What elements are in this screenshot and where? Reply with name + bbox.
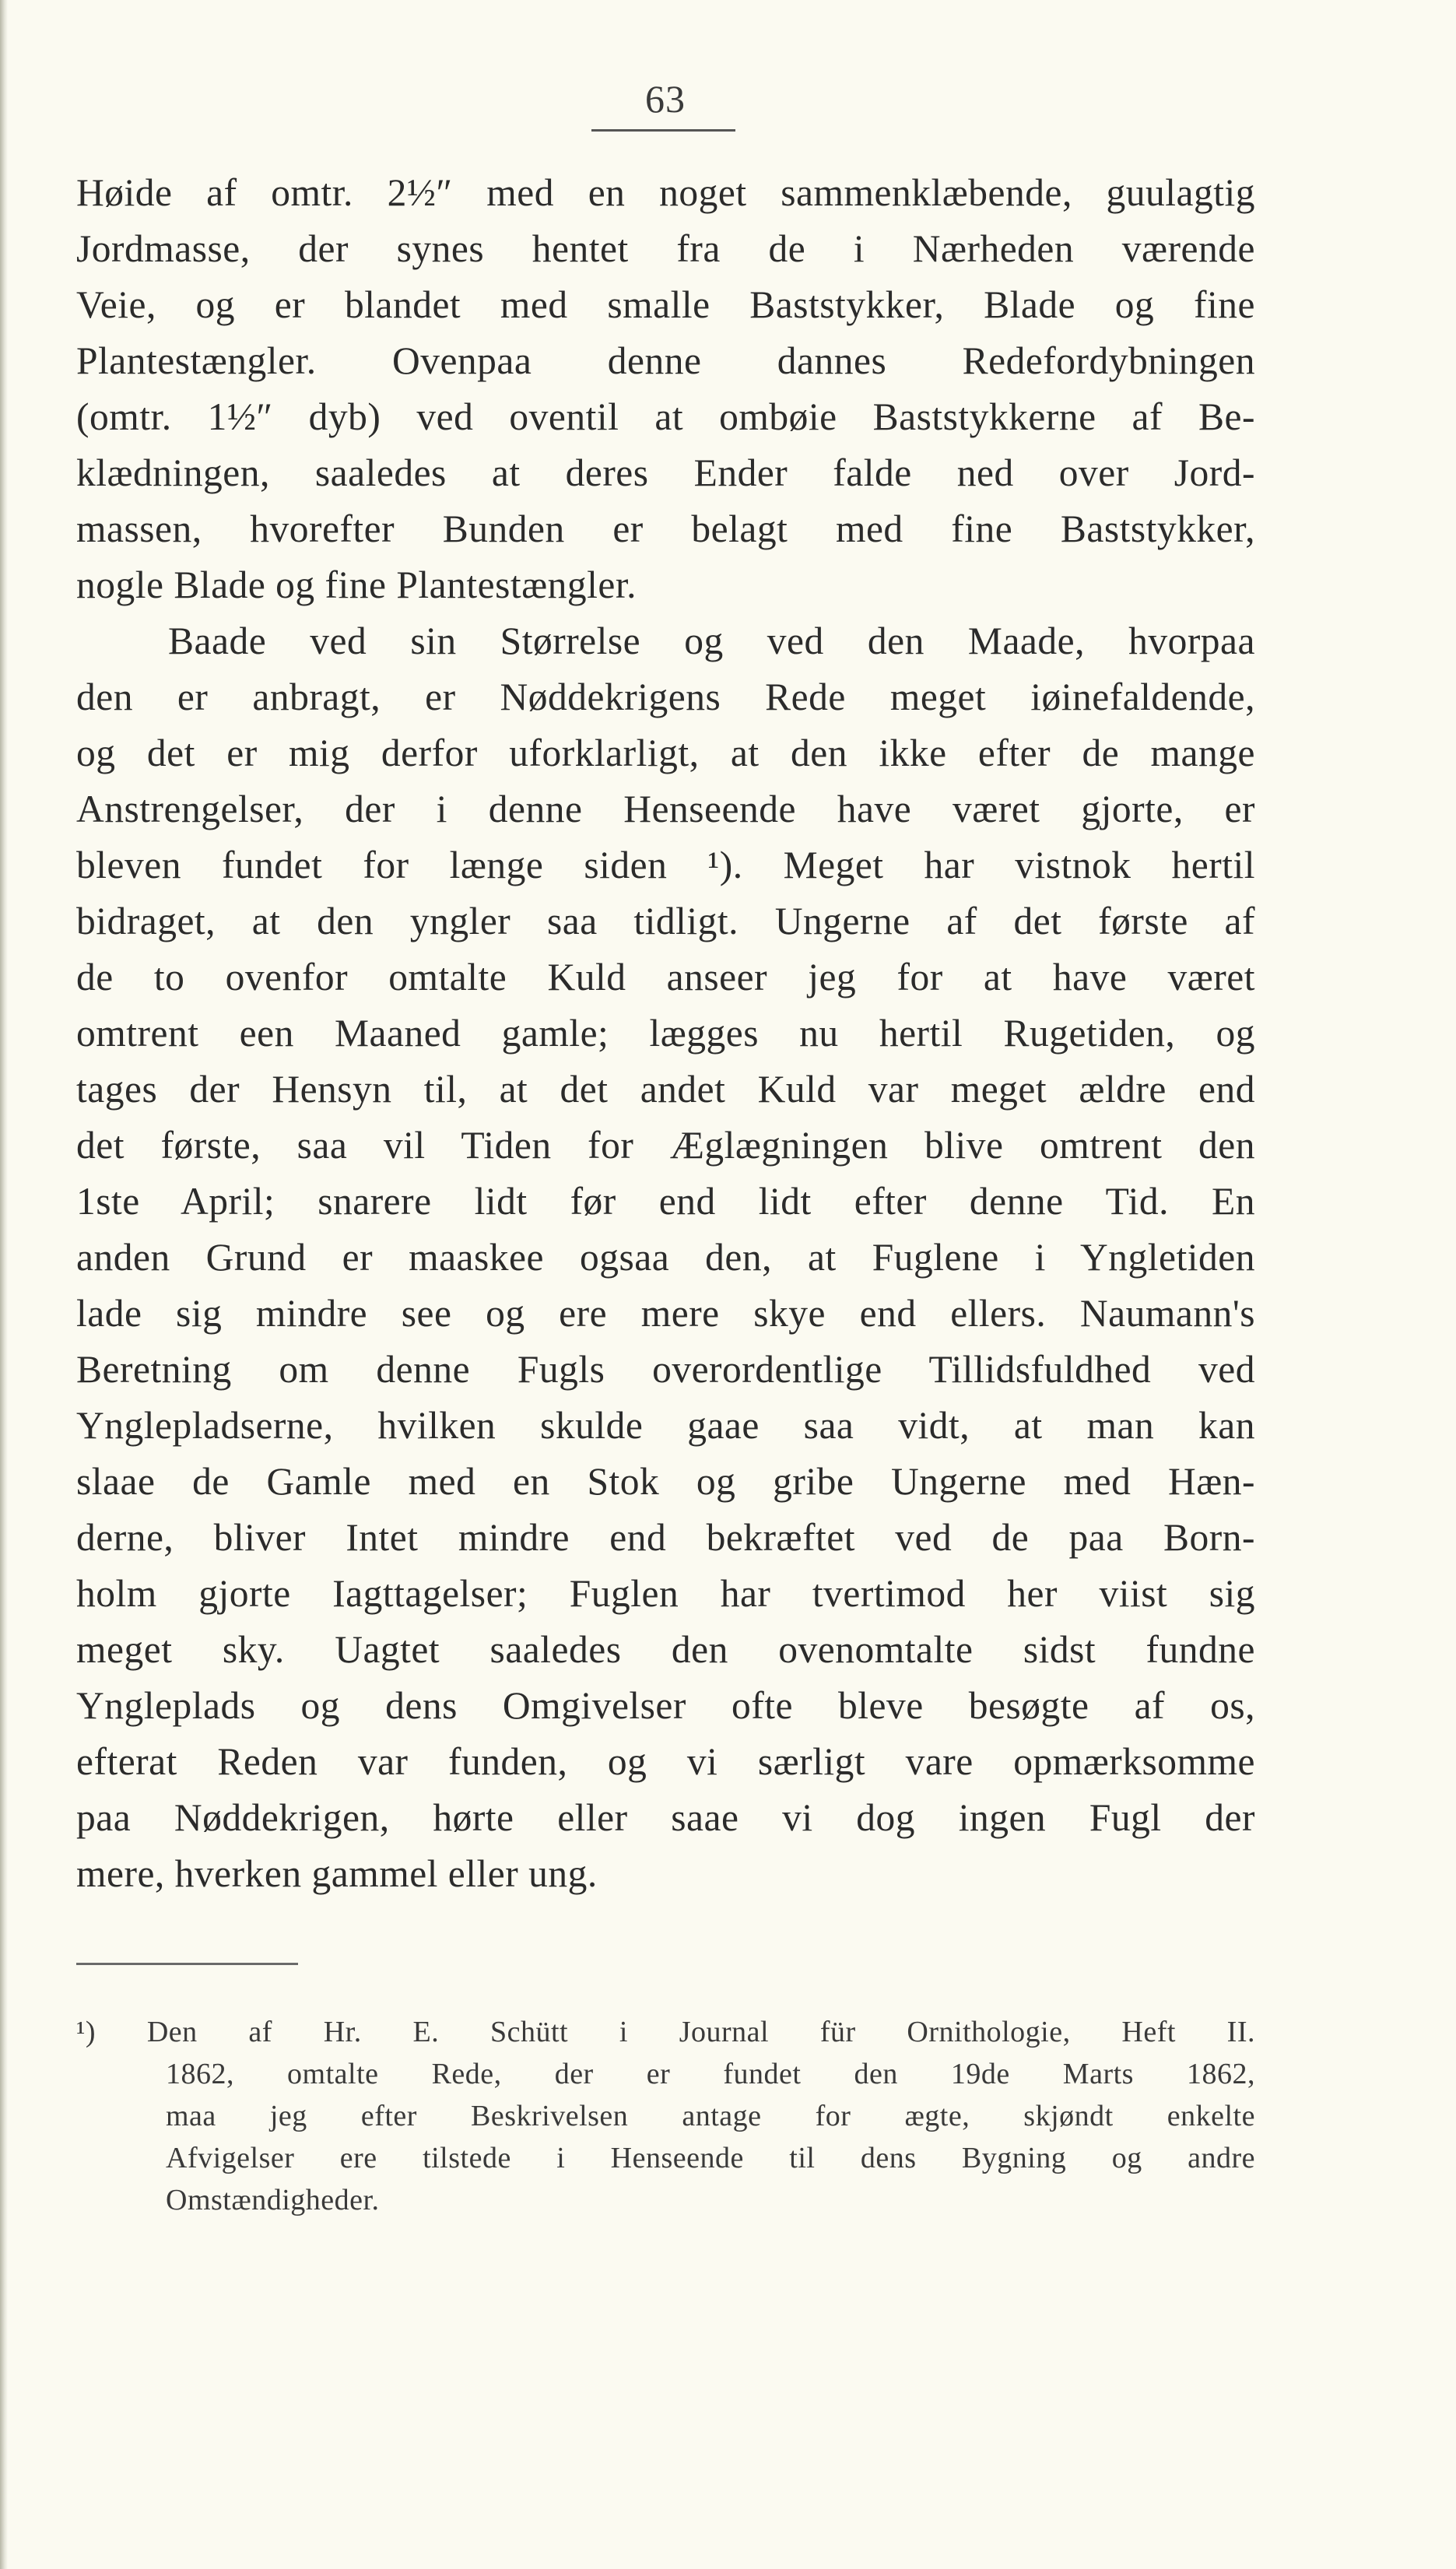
body-line: lade sig mindre see og ere mere skye end ellers. Naumann's	[76, 1292, 1255, 1335]
body-line: bidraget, at den yngler saa tidligt. Ungerne af det første af	[76, 900, 1255, 942]
footnote-line: maa jeg efter Beskrivelsen antage for ægte, skjøndt enkelte	[166, 2100, 1255, 2132]
body-line: nogle Blade og fine Plantestængler.	[76, 563, 637, 606]
body-line: slaae de Gamle med en Stok og gribe Ungerne med Hæn-	[76, 1460, 1255, 1503]
footnote-line: ¹) Den af Hr. E. Schütt i Journal für Ornithologie, Heft II.	[76, 2016, 1255, 2048]
footnote-line: Afvigelser ere tilstede i Henseende til dens Bygning og andre	[166, 2142, 1255, 2174]
body-line: massen, hvorefter Bunden er belagt med fine Baststykker,	[76, 507, 1255, 550]
page-edge	[0, 0, 8, 2569]
footnote-line: 1862, omtalte Rede, der er fundet den 19de Marts 1862,	[166, 2058, 1255, 2090]
body-line: omtrent een Maaned gamle; lægges nu hertil Rugetiden, og	[76, 1012, 1255, 1055]
body-line: Jordmasse, der synes hentet fra de i Nærheden værende	[76, 227, 1255, 270]
body-line: det første, saa vil Tiden for Æglægningen blive omtrent den	[76, 1124, 1255, 1167]
footnote-line: Omstændigheder.	[166, 2184, 380, 2216]
page-number-rule	[591, 129, 735, 132]
body-line: Baade ved sin Størrelse og ved den Maade, hvorpaa	[168, 619, 1255, 662]
body-line: 1ste April; snarere lidt før end lidt efter denne Tid. En	[76, 1180, 1255, 1223]
body-line: Plantestængler. Ovenpaa denne dannes Redefordybningen	[76, 339, 1255, 382]
body-text	[76, 165, 1255, 1902]
body-line: Høide af omtr. 2½″ med en noget sammenklæbende, guulagtig	[76, 171, 1255, 214]
body-line: tages der Hensyn til, at det andet Kuld var meget ældre end	[76, 1068, 1255, 1111]
page-number: 63	[645, 77, 686, 121]
body-line: Veie, og er blandet med smalle Baststykker, Blade og fine	[76, 283, 1255, 326]
body-line: anden Grund er maaskee ogsaa den, at Fuglene i Yngletiden	[76, 1236, 1255, 1279]
body-line: Yngleplads og dens Omgivelser ofte bleve besøgte af os,	[76, 1684, 1255, 1727]
body-line: den er anbragt, er Nøddekrigens Rede meget iøinefaldende,	[76, 676, 1255, 718]
body-line: Anstrengelser, der i denne Henseende have været gjorte, er	[76, 788, 1255, 830]
footnote-rule	[76, 1963, 298, 1965]
body-line: Beretning om denne Fugls overordentlige Tillidsfuldhed ved	[76, 1348, 1255, 1391]
body-line: de to ovenfor omtalte Kuld anseer jeg for at have været	[76, 956, 1255, 998]
footnotes	[76, 2011, 1255, 2221]
body-line: bleven fundet for længe siden ¹). Meget har vistnok hertil	[76, 844, 1255, 886]
body-line: efterat Reden var funden, og vi særligt vare opmærksomme	[76, 1740, 1255, 1783]
body-line: (omtr. 1½″ dyb) ved oventil at ombøie Baststykkerne af Be-	[76, 395, 1255, 438]
body-line: derne, bliver Intet mindre end bekræftet ved de paa Born-	[76, 1516, 1255, 1559]
body-line: paa Nøddekrigen, hørte eller saae vi dog ingen Fugl der	[76, 1796, 1255, 1839]
body-line: Ynglepladserne, hvilken skulde gaae saa vidt, at man kan	[76, 1404, 1255, 1447]
body-line: meget sky. Uagtet saaledes den ovenomtalte sidst fundne	[76, 1628, 1255, 1671]
body-line: holm gjorte Iagttagelser; Fuglen har tvertimod her viist sig	[76, 1572, 1255, 1615]
body-line: og det er mig derfor uforklarligt, at den ikke efter de mange	[76, 732, 1255, 774]
body-line: mere, hverken gammel eller ung.	[76, 1852, 598, 1895]
body-line: klædningen, saaledes at deres Ender falde ned over Jord-	[76, 451, 1255, 494]
